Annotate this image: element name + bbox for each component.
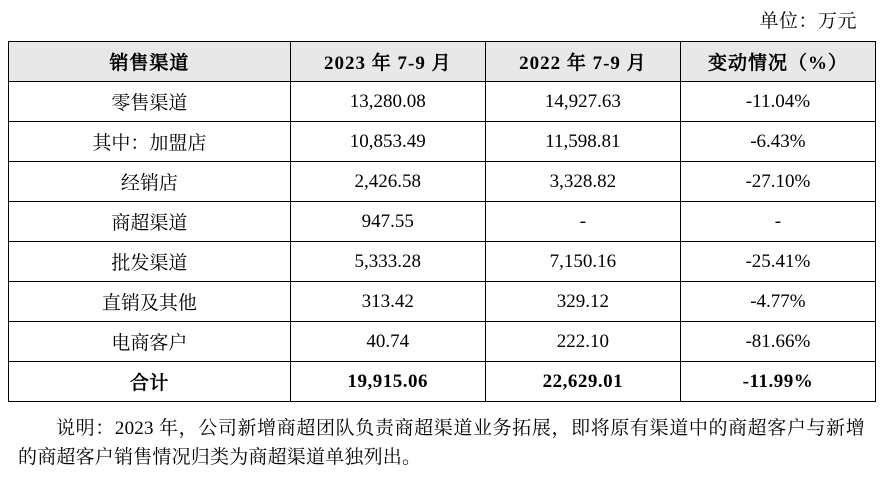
cell-2023: 5,333.28: [290, 242, 485, 282]
cell-2022: 14,927.63: [485, 82, 680, 122]
table-row-total: [9, 362, 876, 402]
column-header-2022: 2022 年 7-9 月: [485, 42, 680, 82]
cell-2022: 3,328.82: [485, 162, 680, 202]
cell-change: -81.66%: [680, 322, 875, 362]
table-row: [9, 82, 876, 122]
table-row: [9, 242, 876, 282]
column-header-channel: 销售渠道: [9, 42, 291, 82]
cell-change: -4.77%: [680, 282, 875, 322]
cell-channel: 批发渠道: [9, 242, 291, 282]
cell-2023: 313.42: [290, 282, 485, 322]
cell-change: -: [680, 202, 875, 242]
cell-channel: 经销店: [9, 162, 291, 202]
cell-change: -11.99%: [680, 362, 875, 402]
cell-change: -6.43%: [680, 122, 875, 162]
table-note: 说明：2023 年，公司新增商超团队负责商超渠道业务拓展，即将原有渠道中的商超客户与新增的商超客户销售情况归类为商超渠道单独列出。: [18, 418, 865, 469]
cell-channel: 电商客户: [9, 322, 291, 362]
table-header-row: [9, 42, 876, 82]
cell-2022: 7,150.16: [485, 242, 680, 282]
unit-label: 单位：万元: [759, 11, 857, 32]
table-row: [9, 282, 876, 322]
table-row: [9, 122, 876, 162]
cell-2023: 40.74: [290, 322, 485, 362]
cell-2023: 2,426.58: [290, 162, 485, 202]
cell-2022: 222.10: [485, 322, 680, 362]
cell-channel: 商超渠道: [9, 202, 291, 242]
table-row: [9, 322, 876, 362]
cell-2022: 22,629.01: [485, 362, 680, 402]
table-row: [9, 202, 876, 242]
cell-change: -11.04%: [680, 82, 875, 122]
cell-change: -25.41%: [680, 242, 875, 282]
cell-channel: 合计: [9, 362, 291, 402]
table-header: [9, 42, 876, 82]
column-header-change: 变动情况（%）: [680, 42, 875, 82]
cell-2022: -: [485, 202, 680, 242]
cell-2022: 11,598.81: [485, 122, 680, 162]
table-row: [9, 162, 876, 202]
column-header-2023: 2023 年 7-9 月: [290, 42, 485, 82]
cell-2023: 19,915.06: [290, 362, 485, 402]
cell-channel: 直销及其他: [9, 282, 291, 322]
cell-change: -27.10%: [680, 162, 875, 202]
cell-channel: 其中：加盟店: [9, 122, 291, 162]
table-body: [9, 82, 876, 402]
cell-2023: 947.55: [290, 202, 485, 242]
cell-2023: 10,853.49: [290, 122, 485, 162]
sales-channel-table: [8, 41, 876, 402]
cell-2022: 329.12: [485, 282, 680, 322]
cell-2023: 13,280.08: [290, 82, 485, 122]
cell-channel: 零售渠道: [9, 82, 291, 122]
